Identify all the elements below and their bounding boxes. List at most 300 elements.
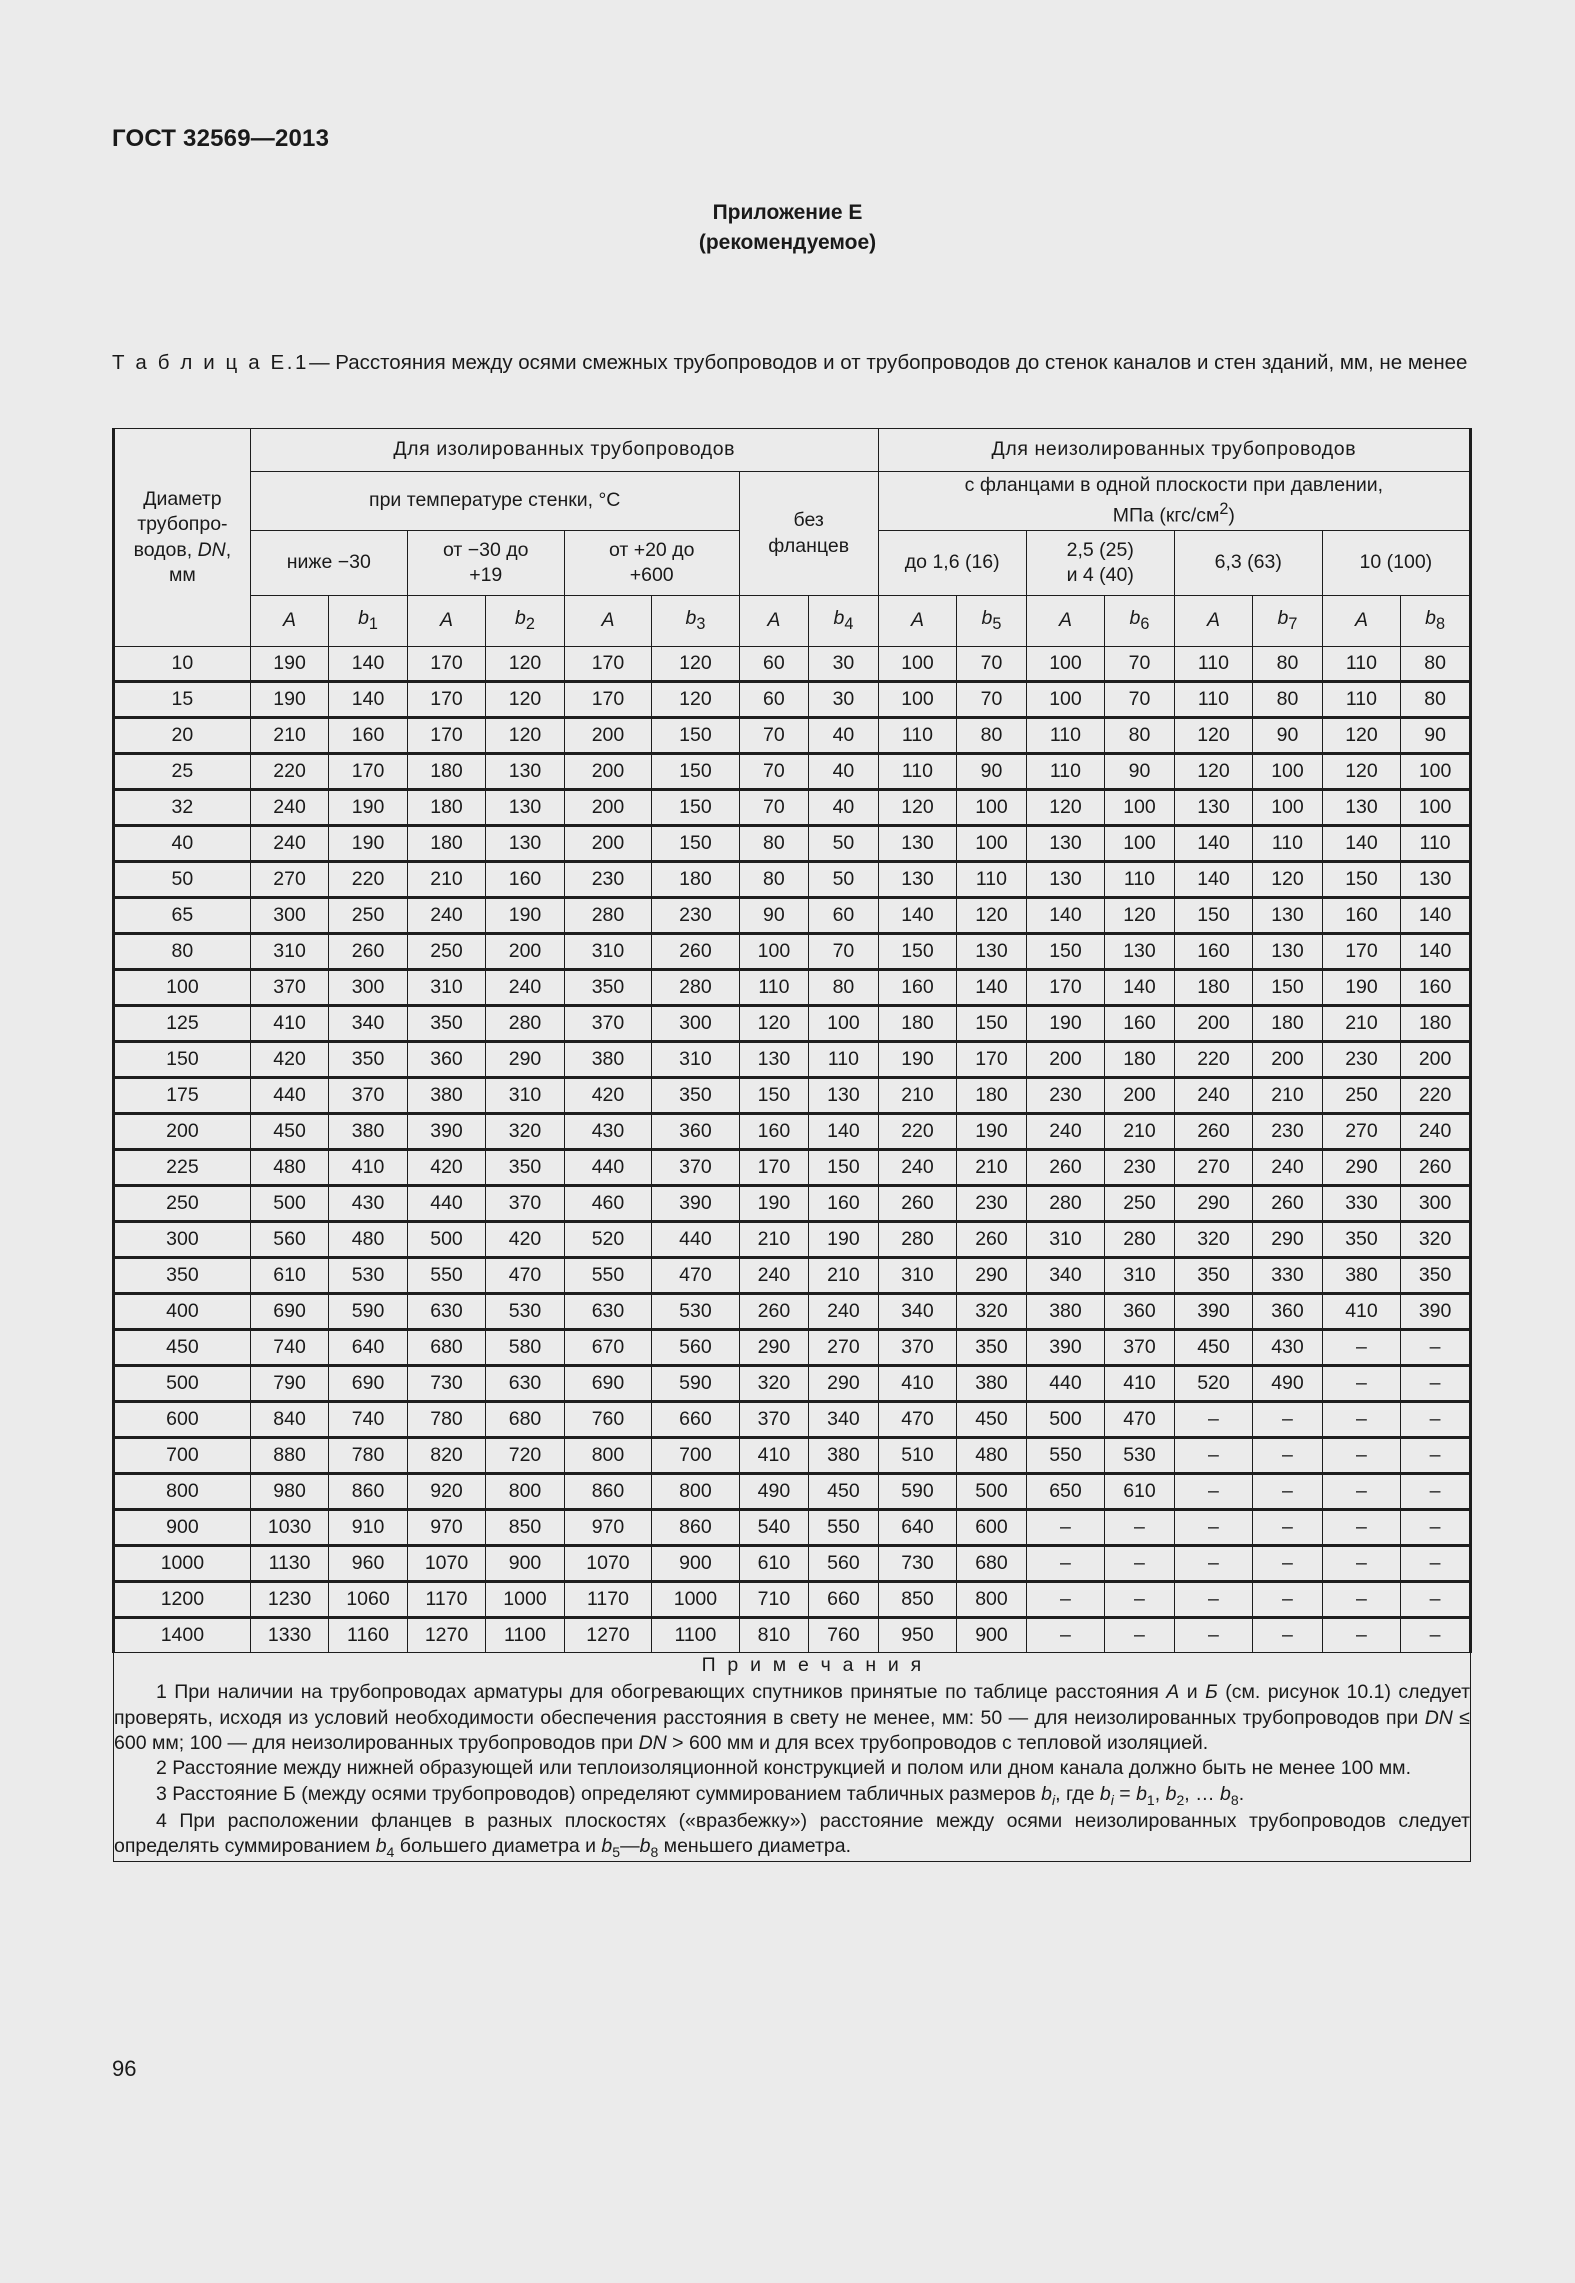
cell-value: 140 [1105,970,1175,1006]
cell-value: 50 [809,862,879,898]
cell-value: 290 [957,1258,1027,1294]
cell-value: 250 [1322,1078,1400,1114]
cell-value: 690 [250,1294,328,1330]
cell-value: 180 [407,790,485,826]
appendix-kind: (рекомендуемое) [698,230,877,254]
cell-value: 260 [329,934,407,970]
cell-value: 240 [809,1294,879,1330]
cell-value: 370 [250,970,328,1006]
cell-value: 840 [250,1402,328,1438]
cell-value: 30 [809,682,879,718]
cell-value: 130 [809,1078,879,1114]
cell-value: 280 [1105,1222,1175,1258]
cell-value: 120 [957,898,1027,934]
cell-value: 150 [652,790,739,826]
cell-empty-dash: – [1401,1618,1471,1653]
cell-dn: 175 [114,1078,251,1114]
table-row [114,1438,1471,1474]
cell-dn: 20 [114,718,251,754]
header-symbol-A4: A [739,596,809,647]
cell-value: 100 [1253,754,1323,790]
cell-value: 160 [1401,970,1471,1006]
table-row [114,1114,1471,1150]
cell-value: 160 [1105,1006,1175,1042]
cell-value: 50 [809,826,879,862]
cell-value: 380 [1026,1294,1104,1330]
header-symbol-b7: $b_7$ [1253,596,1323,647]
cell-value: 160 [809,1186,879,1222]
cell-value: 100 [1105,790,1175,826]
cell-value: 850 [878,1582,956,1618]
cell-empty-dash: – [1401,1474,1471,1510]
cell-value: 240 [250,790,328,826]
cell-value: 130 [957,934,1027,970]
cell-value: 180 [957,1078,1027,1114]
cell-value: 370 [878,1330,956,1366]
cell-value: 410 [250,1006,328,1042]
cell-value: 740 [329,1402,407,1438]
cell-value: 700 [652,1438,739,1474]
cell-value: 230 [564,862,651,898]
cell-value: 380 [809,1438,879,1474]
cell-value: 350 [957,1330,1027,1366]
cell-value: 200 [564,826,651,862]
cell-value: 190 [878,1042,956,1078]
cell-value: 350 [564,970,651,1006]
cell-value: 190 [329,826,407,862]
appendix-title: Приложение Е [712,201,863,224]
cell-value: 610 [739,1546,809,1582]
cell-value: 390 [407,1114,485,1150]
cell-value: 40 [809,718,879,754]
cell-value: 260 [739,1294,809,1330]
cell-value: 170 [564,647,651,682]
cell-value: 140 [1174,862,1252,898]
cell-value: 140 [809,1114,879,1150]
cell-empty-dash: – [1174,1474,1252,1510]
header-symbol-A7: A [1174,596,1252,647]
cell-value: 140 [1401,898,1471,934]
cell-value: 110 [1026,718,1104,754]
cell-value: 360 [652,1114,739,1150]
cell-value: 170 [1322,934,1400,970]
cell-value: 260 [1401,1150,1471,1186]
cell-value: 350 [329,1042,407,1078]
cell-value: 410 [878,1366,956,1402]
cell-empty-dash: – [1253,1618,1323,1653]
cell-value: 80 [1401,682,1471,718]
table-row [114,1546,1471,1582]
cell-value: 110 [1174,682,1252,718]
cell-value: 70 [809,934,879,970]
cell-value: 200 [1174,1006,1252,1042]
cell-value: 780 [407,1402,485,1438]
cell-value: 260 [652,934,739,970]
cell-value: 470 [878,1402,956,1438]
cell-value: 280 [878,1222,956,1258]
cell-value: 1000 [652,1582,739,1618]
cell-value: 240 [1174,1078,1252,1114]
cell-dn: 100 [114,970,251,1006]
cell-value: 290 [1322,1150,1400,1186]
cell-value: 470 [486,1258,564,1294]
cell-value: 630 [407,1294,485,1330]
header-pressure-2.5-and-4: 2,5 (25) и 4 (40) [1026,531,1174,596]
cell-value: 100 [1401,754,1471,790]
cell-value: 450 [809,1474,879,1510]
cell-dn: 150 [114,1042,251,1078]
cell-value: 240 [739,1258,809,1294]
cell-value: 100 [957,826,1027,862]
cell-value: 380 [329,1114,407,1150]
cell-value: 210 [739,1222,809,1258]
cell-value: 320 [1174,1222,1252,1258]
cell-value: 450 [957,1402,1027,1438]
cell-value: 760 [809,1618,879,1653]
cell-value: 70 [739,718,809,754]
cell-value: 210 [809,1258,879,1294]
header-symbol-b6: $b_6$ [1105,596,1175,647]
table-row [114,754,1471,790]
cell-value: 280 [564,898,651,934]
cell-value: 130 [486,826,564,862]
cell-value: 660 [809,1582,879,1618]
cell-empty-dash: – [1322,1474,1400,1510]
cell-value: 380 [407,1078,485,1114]
cell-value: 160 [1322,898,1400,934]
cell-value: 110 [1253,826,1323,862]
table-row [114,1150,1471,1186]
cell-value: 240 [407,898,485,934]
cell-value: 70 [1105,647,1175,682]
cell-empty-dash: – [1105,1510,1175,1546]
cell-value: 250 [1105,1186,1175,1222]
cell-value: 270 [1174,1150,1252,1186]
header-temp-minus30-plus19: от −30 до +19 [407,531,564,596]
cell-value: 380 [564,1042,651,1078]
cell-value: 280 [652,970,739,1006]
cell-value: 230 [1322,1042,1400,1078]
cell-dn: 40 [114,826,251,862]
cell-value: 800 [486,1474,564,1510]
cell-value: 560 [809,1546,879,1582]
cell-value: 710 [739,1582,809,1618]
cell-value: 440 [407,1186,485,1222]
cell-value: 90 [1401,718,1471,754]
cell-value: 110 [739,970,809,1006]
cell-value: 300 [250,898,328,934]
cell-value: 180 [1401,1006,1471,1042]
cell-value: 690 [564,1366,651,1402]
cell-value: 190 [957,1114,1027,1150]
table-row [114,647,1471,682]
cell-value: 410 [329,1150,407,1186]
header-dn-column: Диаметр трубопро- водов, DN, мм [114,429,251,647]
cell-value: 80 [739,826,809,862]
cell-value: 340 [878,1294,956,1330]
cell-value: 180 [652,862,739,898]
cell-value: 550 [1026,1438,1104,1474]
cell-value: 290 [486,1042,564,1078]
cell-value: 160 [486,862,564,898]
cell-value: 550 [564,1258,651,1294]
cell-value: 70 [957,647,1027,682]
cell-value: 420 [250,1042,328,1078]
cell-empty-dash: – [1401,1582,1471,1618]
cell-value: 180 [878,1006,956,1042]
header-symbol-A3: A [564,596,651,647]
cell-value: 1170 [564,1582,651,1618]
cell-value: 290 [739,1330,809,1366]
cell-value: 140 [957,970,1027,1006]
cell-empty-dash: – [1174,1438,1252,1474]
cell-value: 230 [1105,1150,1175,1186]
cell-value: 150 [652,754,739,790]
cell-value: 1160 [329,1618,407,1653]
cell-value: 360 [407,1042,485,1078]
cell-value: 80 [957,718,1027,754]
cell-value: 530 [329,1258,407,1294]
table-caption-text: — Расстояния между осями смежных трубопроводов и от трубопроводов до стенок каналов и стен зданий, мм, не менее [309,351,1468,374]
cell-value: 900 [486,1546,564,1582]
cell-value: 320 [1401,1222,1471,1258]
cell-value: 300 [329,970,407,1006]
cell-value: 90 [739,898,809,934]
cell-value: 130 [878,826,956,862]
cell-value: 100 [739,934,809,970]
table-row [114,1078,1471,1114]
cell-value: 480 [957,1438,1027,1474]
cell-value: 220 [250,754,328,790]
cell-dn: 1000 [114,1546,251,1582]
cell-dn: 900 [114,1510,251,1546]
cell-value: 970 [407,1510,485,1546]
cell-value: 380 [1322,1258,1400,1294]
cell-value: 100 [809,1006,879,1042]
table-row [114,682,1471,718]
cell-dn: 350 [114,1258,251,1294]
cell-value: 740 [250,1330,328,1366]
cell-dn: 15 [114,682,251,718]
cell-value: 110 [809,1042,879,1078]
cell-empty-dash: – [1322,1402,1400,1438]
cell-value: 110 [878,754,956,790]
cell-value: 260 [1174,1114,1252,1150]
cell-dn: 300 [114,1222,251,1258]
table-row [114,718,1471,754]
cell-value: 260 [957,1222,1027,1258]
cell-value: 500 [1026,1402,1104,1438]
cell-value: 110 [1322,647,1400,682]
cell-value: 1100 [486,1618,564,1653]
cell-value: 210 [1253,1078,1323,1114]
cell-value: 860 [329,1474,407,1510]
cell-empty-dash: – [1026,1546,1104,1582]
header-symbol-b2: $b_2$ [486,596,564,647]
cell-value: 210 [878,1078,956,1114]
cell-value: 1070 [564,1546,651,1582]
cell-value: 210 [1105,1114,1175,1150]
cell-value: 370 [486,1186,564,1222]
cell-value: 120 [652,647,739,682]
cell-value: 120 [1322,754,1400,790]
cell-value: 160 [878,970,956,1006]
cell-value: 130 [1253,898,1323,934]
cell-value: 680 [486,1402,564,1438]
cell-dn: 225 [114,1150,251,1186]
cell-value: 860 [564,1474,651,1510]
cell-value: 170 [407,682,485,718]
cell-value: 310 [878,1258,956,1294]
cell-value: 220 [329,862,407,898]
cell-value: 170 [407,718,485,754]
header-symbol-A8: A [1322,596,1400,647]
header-group-insulated: Для изолированных трубопроводов [250,429,878,472]
cell-value: 720 [486,1438,564,1474]
cell-value: 490 [739,1474,809,1510]
cell-value: 140 [1174,826,1252,862]
distances-table-container [112,428,1472,1862]
cell-empty-dash: – [1253,1582,1323,1618]
header-symbol-A2: A [407,596,485,647]
cell-value: 190 [809,1222,879,1258]
cell-value: 190 [739,1186,809,1222]
cell-value: 130 [1026,826,1104,862]
table-caption [112,348,1472,377]
cell-value: 170 [407,647,485,682]
cell-empty-dash: – [1401,1366,1471,1402]
cell-value: 1270 [407,1618,485,1653]
cell-value: 440 [564,1150,651,1186]
cell-value: 960 [329,1546,407,1582]
cell-value: 1330 [250,1618,328,1653]
cell-value: 310 [652,1042,739,1078]
cell-value: 200 [486,934,564,970]
cell-value: 190 [486,898,564,934]
cell-value: 590 [652,1366,739,1402]
table-row [114,970,1471,1006]
cell-value: 150 [652,718,739,754]
cell-value: 1130 [250,1546,328,1582]
cell-value: 140 [878,898,956,934]
table-row [114,934,1471,970]
cell-empty-dash: – [1174,1510,1252,1546]
cell-dn: 700 [114,1438,251,1474]
header-temp-below-minus30: ниже −30 [250,531,407,596]
cell-value: 370 [739,1402,809,1438]
cell-value: 690 [329,1366,407,1402]
table-notes [114,1653,1471,1862]
cell-empty-dash: – [1401,1510,1471,1546]
cell-value: 450 [250,1114,328,1150]
cell-value: 390 [652,1186,739,1222]
cell-value: 80 [809,970,879,1006]
cell-value: 320 [957,1294,1027,1330]
cell-empty-dash: – [1253,1546,1323,1582]
cell-value: 860 [652,1510,739,1546]
cell-empty-dash: – [1401,1330,1471,1366]
cell-value: 350 [652,1078,739,1114]
cell-value: 250 [329,898,407,934]
cell-empty-dash: – [1026,1582,1104,1618]
cell-value: 310 [564,934,651,970]
header-symbol-b3: $b_3$ [652,596,739,647]
cell-value: 60 [739,647,809,682]
cell-value: 150 [739,1078,809,1114]
cell-value: 150 [652,826,739,862]
cell-dn: 1200 [114,1582,251,1618]
cell-value: 120 [878,790,956,826]
cell-value: 640 [878,1510,956,1546]
cell-value: 120 [486,718,564,754]
cell-value: 640 [329,1330,407,1366]
cell-value: 410 [739,1438,809,1474]
cell-value: 380 [957,1366,1027,1402]
cell-value: 950 [878,1618,956,1653]
cell-value: 30 [809,647,879,682]
cell-value: 150 [809,1150,879,1186]
cell-value: 660 [652,1402,739,1438]
cell-value: 120 [1174,718,1252,754]
header-wall-temperature: при температуре стенки, °С [250,472,739,531]
cell-value: 910 [329,1510,407,1546]
cell-value: 170 [564,682,651,718]
header-symbol-b8: $b_8$ [1401,596,1471,647]
cell-value: 150 [878,934,956,970]
cell-value: 490 [1253,1366,1323,1402]
cell-empty-dash: – [1322,1366,1400,1402]
header-symbol-A6: A [1026,596,1104,647]
cell-value: 290 [809,1366,879,1402]
cell-value: 140 [1401,934,1471,970]
cell-value: 160 [329,718,407,754]
cell-value: 430 [564,1114,651,1150]
cell-value: 200 [564,790,651,826]
cell-dn: 32 [114,790,251,826]
cell-value: 450 [1174,1330,1252,1366]
cell-value: 70 [1105,682,1175,718]
cell-value: 550 [809,1510,879,1546]
cell-value: 170 [739,1150,809,1186]
cell-empty-dash: – [1105,1618,1175,1653]
cell-value: 270 [809,1330,879,1366]
cell-value: 310 [1105,1258,1175,1294]
cell-value: 70 [739,754,809,790]
cell-value: 150 [1322,862,1400,898]
cell-value: 110 [1026,754,1104,790]
cell-value: 800 [957,1582,1027,1618]
cell-value: 130 [1322,790,1400,826]
cell-value: 120 [652,682,739,718]
cell-value: 130 [878,862,956,898]
cell-value: 310 [486,1078,564,1114]
table-row [114,1186,1471,1222]
cell-value: 1030 [250,1510,328,1546]
cell-value: 120 [739,1006,809,1042]
cell-value: 130 [1105,934,1175,970]
cell-value: 140 [329,682,407,718]
notes-title: П р и м е ч а н и я [701,1654,925,1676]
cell-value: 1100 [652,1618,739,1653]
cell-value: 370 [564,1006,651,1042]
cell-value: 590 [329,1294,407,1330]
cell-value: 310 [407,970,485,1006]
cell-value: 350 [486,1150,564,1186]
cell-value: 240 [250,826,328,862]
cell-value: 850 [486,1510,564,1546]
cell-value: 130 [1401,862,1471,898]
table-row [114,1618,1471,1653]
